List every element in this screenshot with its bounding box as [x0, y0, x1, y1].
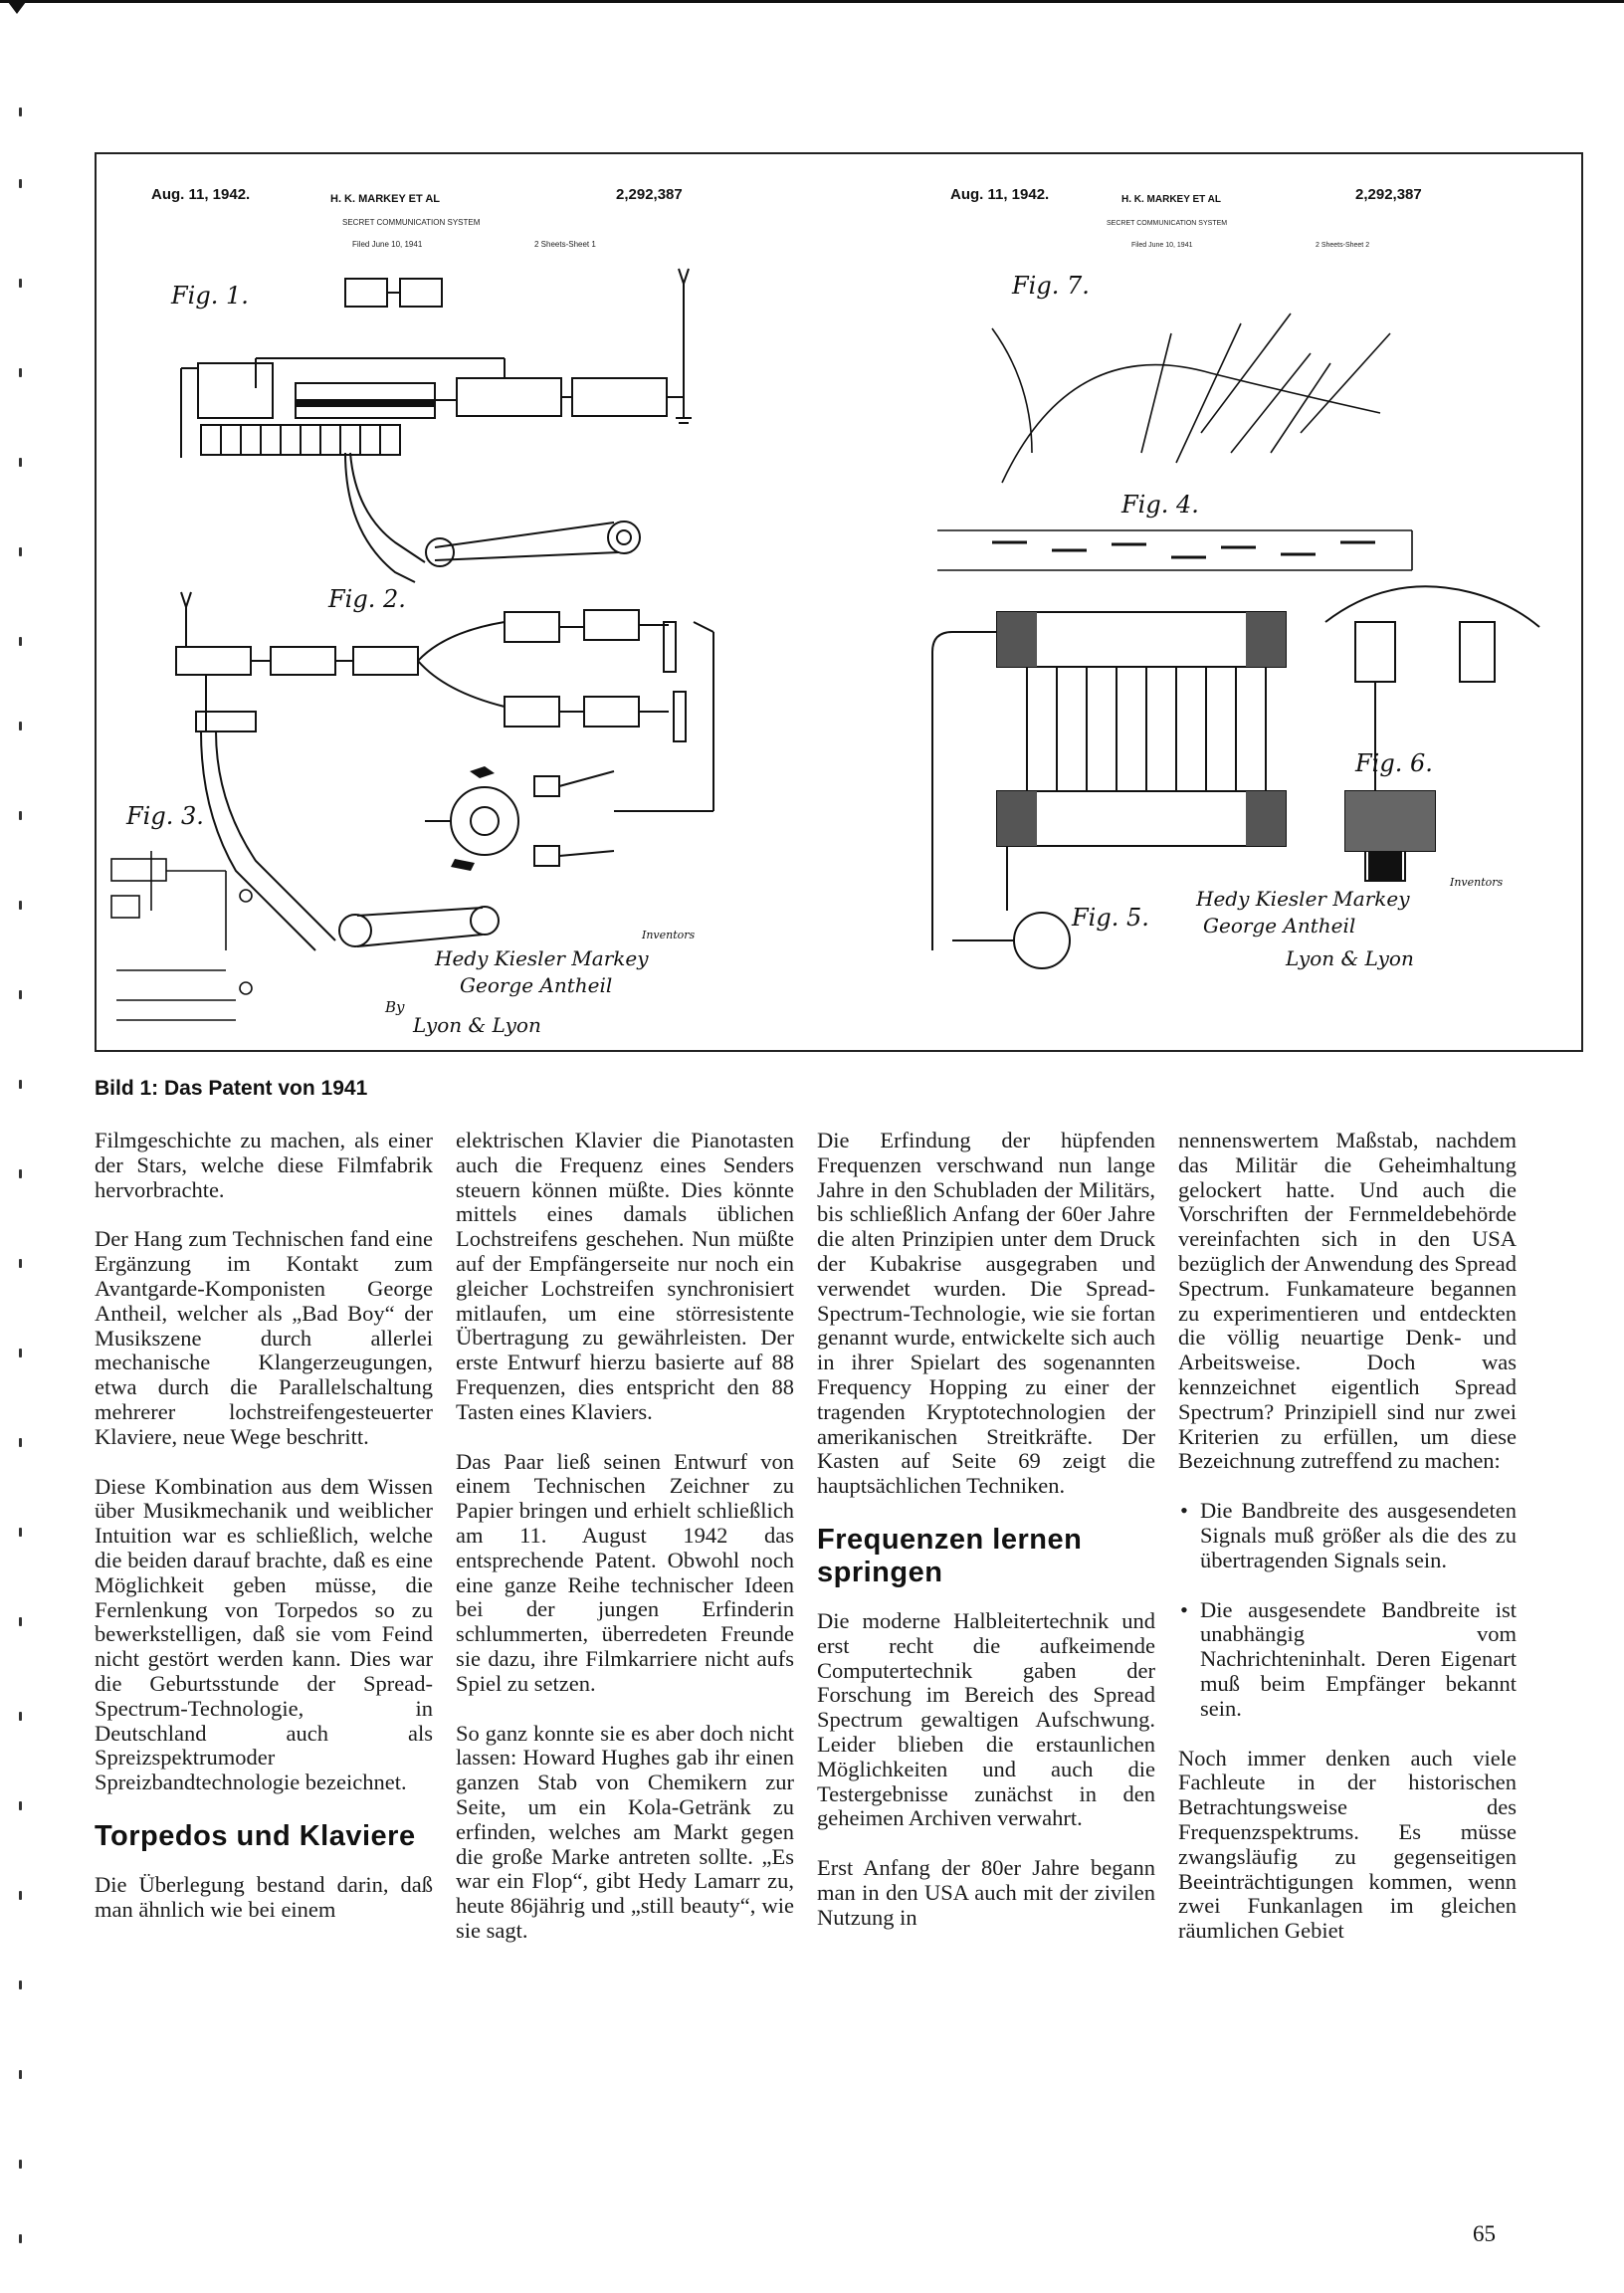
punch-mark: [19, 1259, 22, 1268]
punch-mark: [19, 458, 22, 467]
section-heading: Torpedos und Klaviere: [95, 1819, 416, 1852]
paragraph: Filmgeschichte zu machen, als einer der Stars, welche diese Filmfabrik hervorbrachte.: [95, 1128, 433, 1202]
bullet-list: [1178, 1499, 1517, 1721]
punch-mark: [19, 990, 22, 999]
text-column-3: [817, 1129, 1155, 1956]
list-item: [1178, 1499, 1517, 1572]
punch-mark: [19, 2234, 22, 2243]
left-inventors-word: Inventors: [642, 929, 696, 941]
left-by-word: By: [385, 998, 405, 1016]
right-subtitle: SECRET COMMUNICATION SYSTEM: [1107, 220, 1228, 227]
punch-mark: [19, 1080, 22, 1089]
punch-mark: [19, 2070, 22, 2079]
patent-drawing: [97, 154, 1581, 1050]
left-filed: Filed June 10, 1941: [352, 240, 423, 249]
fig6-hatch: [1345, 791, 1435, 851]
bullet-icon: •: [1180, 1596, 1188, 1622]
fig7-label: Fig. 7.: [1012, 272, 1090, 300]
punch-mark: [19, 179, 22, 188]
punch-mark: [19, 811, 22, 820]
punch-mark: [19, 1349, 22, 1357]
punch-mark: [19, 107, 22, 116]
list-item: [1178, 1598, 1517, 1722]
fig2-circuit: [176, 592, 713, 950]
bullet-icon: •: [1180, 1498, 1188, 1524]
list-item-text: Die ausgesendete Bandbreite ist unabhängig vom Nachrichteninhalt. Deren Eigenart muß beim Empfänger bekannt sein.: [1200, 1596, 1517, 1721]
punch-mark: [19, 2160, 22, 2169]
right-patent-number: 2,292,387: [1355, 186, 1422, 203]
punch-mark: [19, 1980, 22, 1989]
left-patent-number: 2,292,387: [616, 186, 683, 203]
punch-mark: [19, 1617, 22, 1626]
paragraph: Diese Kombination aus dem Wissen über Musikmechanik und weiblicher Intuition war es schließlich, welche die beiden darauf brachte, daß es eine Möglichkeit geben müsse, die Fernlenkung von Torpedos so zu bewerkstelligen, daß sie vom Feind nicht gestört werden kann. Dies war die Geburtsstunde der Spread-Spectrum-Technologie, in Deutschland auch als Spreizspektrumoder Spreizbandtechnologie bezeichnet.: [95, 1473, 433, 1795]
paragraph: Die moderne Halbleitertechnik und erst recht die aufkeimende Computertechnik gaben der Forschung im Bereich des Spread Spectrum gewaltigen Aufschwung. Leider blieben die erstaunlichen Möglichkeiten und auch die Testergebnisse zunächst in den geheimen Archiven verwahrt.: [817, 1607, 1155, 1831]
right-attorney: Lyon & Lyon: [1286, 946, 1414, 970]
corner-mark: [8, 2, 26, 14]
fig5-block-hatch: [997, 612, 1037, 667]
punch-mark: [19, 547, 22, 556]
fig7-trajectory: [992, 313, 1390, 483]
fig5-label: Fig. 5.: [1072, 904, 1149, 932]
text-column-4: [1178, 1129, 1517, 1969]
left-sheet-count: 2 Sheets-Sheet 1: [534, 240, 596, 249]
fig3-circuit: [111, 851, 252, 1020]
punch-mark: [19, 1801, 22, 1810]
left-date: Aug. 11, 1942.: [151, 186, 251, 203]
right-signature-2: George Antheil: [1203, 914, 1356, 938]
left-signature-1: Hedy Kiesler Markey: [435, 946, 649, 970]
fig6-label: Fig. 6.: [1355, 749, 1433, 777]
right-signature-1: Hedy Kiesler Markey: [1196, 887, 1410, 911]
right-sheet: [932, 186, 1539, 970]
left-inventor: H. K. MARKEY ET AL: [330, 193, 441, 205]
page-number: 65: [1473, 2221, 1496, 2246]
punch-mark: [19, 637, 22, 646]
punch-mark: [19, 1438, 22, 1447]
right-sheet-count: 2 Sheets-Sheet 2: [1316, 242, 1370, 249]
fig5-block-hatch: [997, 791, 1037, 846]
fig5-block-hatch: [1246, 612, 1286, 667]
left-sheet: [111, 186, 713, 1037]
right-date: Aug. 11, 1942.: [950, 186, 1050, 203]
figure-caption: Bild 1: Das Patent von 1941: [95, 1077, 368, 1100]
paragraph: Das Paar ließ seinen Entwurf von einem Technischen Zeichner zu Papier bringen und erhielt schließlich am 11. August 1942 das entsprechende Patent. Obwohl noch eine ganze Reihe technischer Ideen bei der jungen Erfinderin schlummerten, überredeten Freunde sie dazu, ihre Filmkarriere nicht aufs Spiel zu setzen.: [456, 1448, 794, 1696]
left-attorney: Lyon & Lyon: [413, 1013, 541, 1037]
fig1-circuit: [181, 269, 692, 582]
paragraph: Die Erfindung der hüpfenden Frequenzen verschwand nun lange Jahre in den Schubladen der Militärs, bis schließlich Anfang der 60er Jahre die alten Prinzipien unter dem Druck der Kubakrise ausgegraben und verwendet wurden. Die Spread-Spectrum-Technologie, wie sie fortan genannt wurde, entwickelte sich auch in ihrer Spielart des sogenannten Frequency Hopping zu einer der tragenden Kryptotechnologien der amerikanischen Streitkräfte. Der Kasten auf Seite 69 zeigt die hauptsächlichen Techniken.: [817, 1128, 1155, 1499]
fig2-gear-tooth: [451, 859, 475, 871]
paragraph: Die Überlegung bestand darin, daß man ähnlich wie bei einem: [95, 1871, 433, 1922]
punch-mark: [19, 1528, 22, 1537]
left-signature-2: George Antheil: [460, 973, 613, 997]
fig4-label: Fig. 4.: [1121, 491, 1199, 519]
punch-mark: [19, 279, 22, 288]
paragraph: Noch immer denken auch viele Fachleute in der historischen Betrachtungsweise des Frequenzspektrums. Es müsse zwangsläufig zu gegenseitigen Beeinträchtigungen kommen, wenn zwei Funkanlagen im gleichen räumlichen Gebiet: [1178, 1745, 1517, 1944]
paragraph: Erst Anfang der 80er Jahre begann man in den USA auch mit der zivilen Nutzung in: [817, 1855, 1155, 1930]
text-column-2: [456, 1129, 794, 1969]
right-filed: Filed June 10, 1941: [1131, 242, 1193, 249]
section-heading: Frequenzen lernen springen: [817, 1523, 1083, 1588]
fig1-label: Fig. 1.: [171, 282, 249, 310]
paragraph: elektrischen Klavier die Pianotasten auch die Frequenz eines Senders steuern können müßte. Dies könnte mittels eines damals üblichen Lochstreifens geschehen. Nun müßte auf der Empfängerseite nur noch ein gleicher Lochstreifen synchronisiert mitlaufen, um eine störresistente Übertragung zu gewährleisten. Der erste Entwurf hierzu basierte auf 88 Frequenzen, dies entspricht den 88 Tasten eines Klaviers.: [456, 1128, 794, 1424]
paragraph: So ganz konnte sie es aber doch nicht lassen: Howard Hughes gab ihr einen ganzen Stab von Chemikern zur Seite, um ein Kola-Getränk zu erfinden, welches am Markt gegen die große Marke antreten sollte. „Es war ein Flop“, gibt Hedy Lamarr zu, heute 86jährig und „still beauty“, wie sie sagt.: [456, 1720, 794, 1943]
punch-mark: [19, 1169, 22, 1178]
right-inventors-word: Inventors: [1450, 876, 1504, 889]
right-inventor: H. K. MARKEY ET AL: [1121, 194, 1222, 205]
list-item-text: Die Bandbreite des ausgesendeten Signals muß größer als die des zu übertragenden Signals sein.: [1200, 1498, 1517, 1572]
left-subtitle: SECRET COMMUNICATION SYSTEM: [342, 218, 481, 227]
punch-mark: [19, 901, 22, 910]
punch-mark: [19, 1712, 22, 1721]
punch-mark: [19, 368, 22, 377]
patent-figure: [95, 152, 1583, 1052]
fig2-label: Fig. 2.: [328, 585, 406, 613]
text-column-1: [95, 1129, 433, 1948]
fig4-tape: [937, 530, 1412, 570]
fig1-tape: [296, 399, 435, 407]
fig6-plug: [1368, 851, 1402, 881]
paragraph: nennenswertem Maßstab, nachdem das Militär die Geheimhaltung gelockert hatte. Und auch die Vorschriften der Fernmeldebehörde vereinfachten sich in den USA bezüglich der Anwendung des Spread Spectrum. Funkamateure begannen zu experimentieren und entdeckten die völlig neuartige Denk- und Arbeitsweise. Doch was kennzeichnet eigentlich Spread Spectrum? Prinzipiell sind nur zwei Kriterien zu erfüllen, um diese Bezeichnung zutreffend zu machen:: [1178, 1128, 1517, 1474]
punch-mark: [19, 1891, 22, 1900]
fig3-label: Fig. 3.: [126, 802, 204, 830]
punch-mark: [19, 722, 22, 730]
fig4-holes: [992, 542, 1375, 557]
fig5-block-hatch: [1246, 791, 1286, 846]
top-rule: [0, 0, 1624, 3]
fig2-gear-tooth: [470, 766, 495, 778]
paragraph: Der Hang zum Technischen fand eine Ergänzung im Kontakt zum Avantgarde-Komponisten George Antheil, welcher als „Bad Boy“ der Musikszene durch allerlei mechanische Klangerzeugungen, etwa durch die Parallelschaltung mehrerer lochstreifengesteuerter Klaviere, neue Wege beschritt.: [95, 1226, 433, 1449]
